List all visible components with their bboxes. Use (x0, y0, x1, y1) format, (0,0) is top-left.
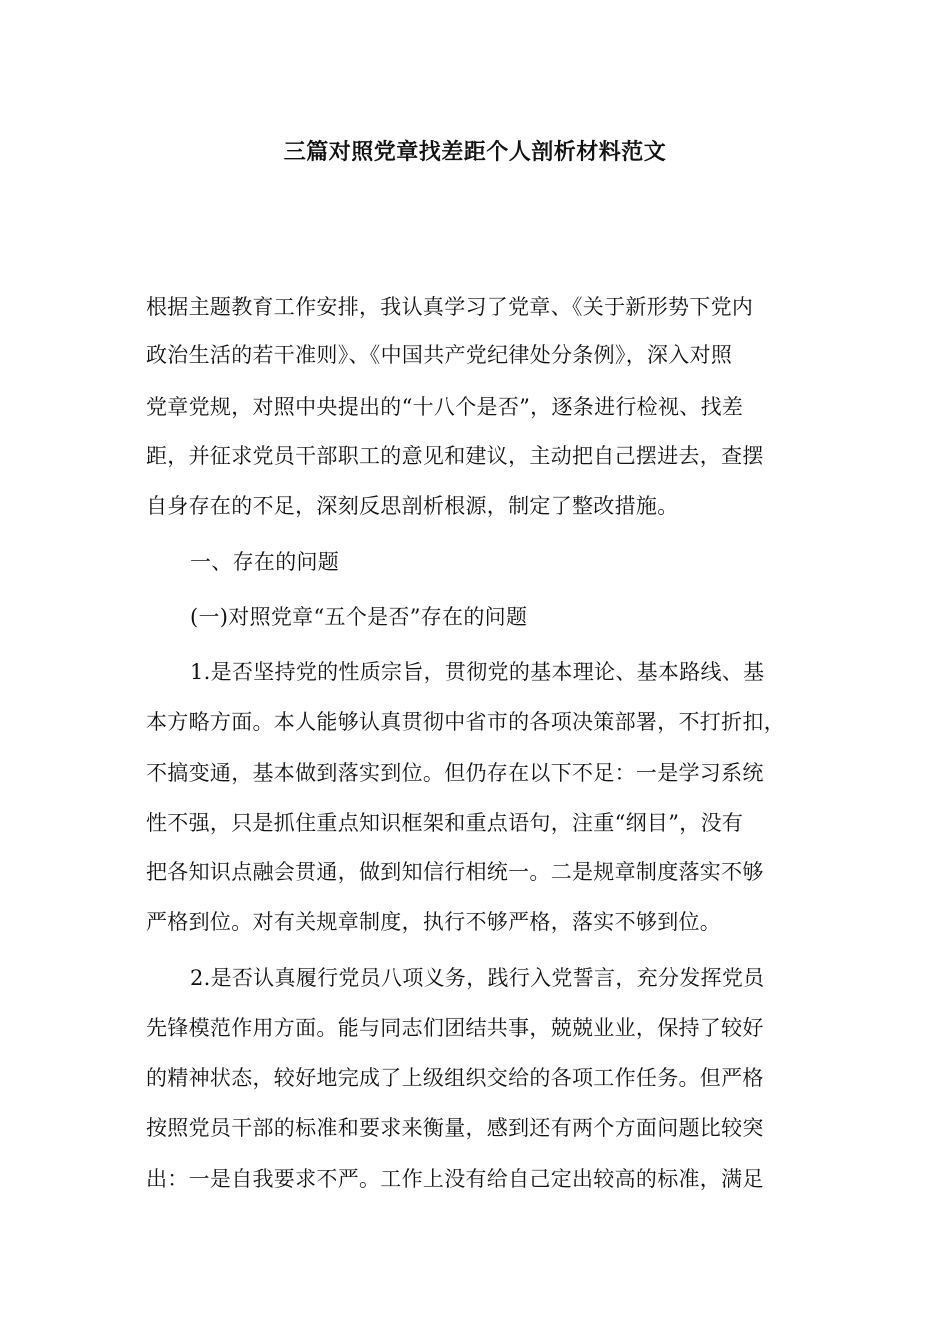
body-line: 1.是否坚持党的性质宗旨，贯彻党的基本理论、基本路线、基 (190, 660, 765, 684)
body-line: 2.是否认真履行党员八项义务，践行入党誓言，充分发挥党员 (190, 966, 765, 990)
document-title: 三篇对照党章找差距个人剖析材料范文 (283, 139, 667, 165)
body-line: 严格到位。对有关规章制度，执行不够严格，落实不够到位。 (146, 910, 722, 934)
body-line: 先锋模范作用方面。能与同志们团结共事，兢兢业业，保持了较好 (146, 1016, 764, 1040)
body-line: 距，并征求党员干部职工的意见和建议，主动把自己摆进去，查摆 (146, 444, 764, 468)
body-line: 的精神状态，较好地完成了上级组织交给的各项工作任务。但严格 (146, 1066, 764, 1090)
body-line: 性不强，只是抓住重点知识框架和重点语句，注重“纲目”，没有 (146, 811, 744, 835)
body-line: 自身存在的不足，深刻反思剖析根源，制定了整改措施。 (146, 494, 679, 518)
body-line: 本方略方面。本人能够认真贯彻中省市的各项决策部署，不打折扣， (146, 710, 785, 734)
body-line: 不搞变通，基本做到落实到位。但仍存在以下不足：一是学习系统 (146, 761, 764, 785)
section-heading: 一、存在的问题 (190, 550, 340, 574)
body-line: 党章党规，对照中央提出的“十八个是否”，逐条进行检视、找差 (146, 395, 744, 419)
body-line: 出：一是自我要求不严。工作上没有给自己定出较高的标准，满足 (146, 1167, 764, 1191)
body-line: 政治生活的若干准则》、《中国共产党纪律处分条例》，深入对照 (146, 343, 733, 367)
body-line: 按照党员干部的标准和要求来衡量，感到还有两个方面问题比较突 (146, 1116, 764, 1140)
body-line: 根据主题教育工作安排，我认真学习了党章、《关于新形势下党内 (146, 295, 754, 319)
body-line: 把各知识点融会贯通，做到知信行相统一。二是规章制度落实不够 (146, 860, 764, 884)
subsection-heading: (一)对照党章“五个是否”存在的问题 (190, 605, 528, 629)
